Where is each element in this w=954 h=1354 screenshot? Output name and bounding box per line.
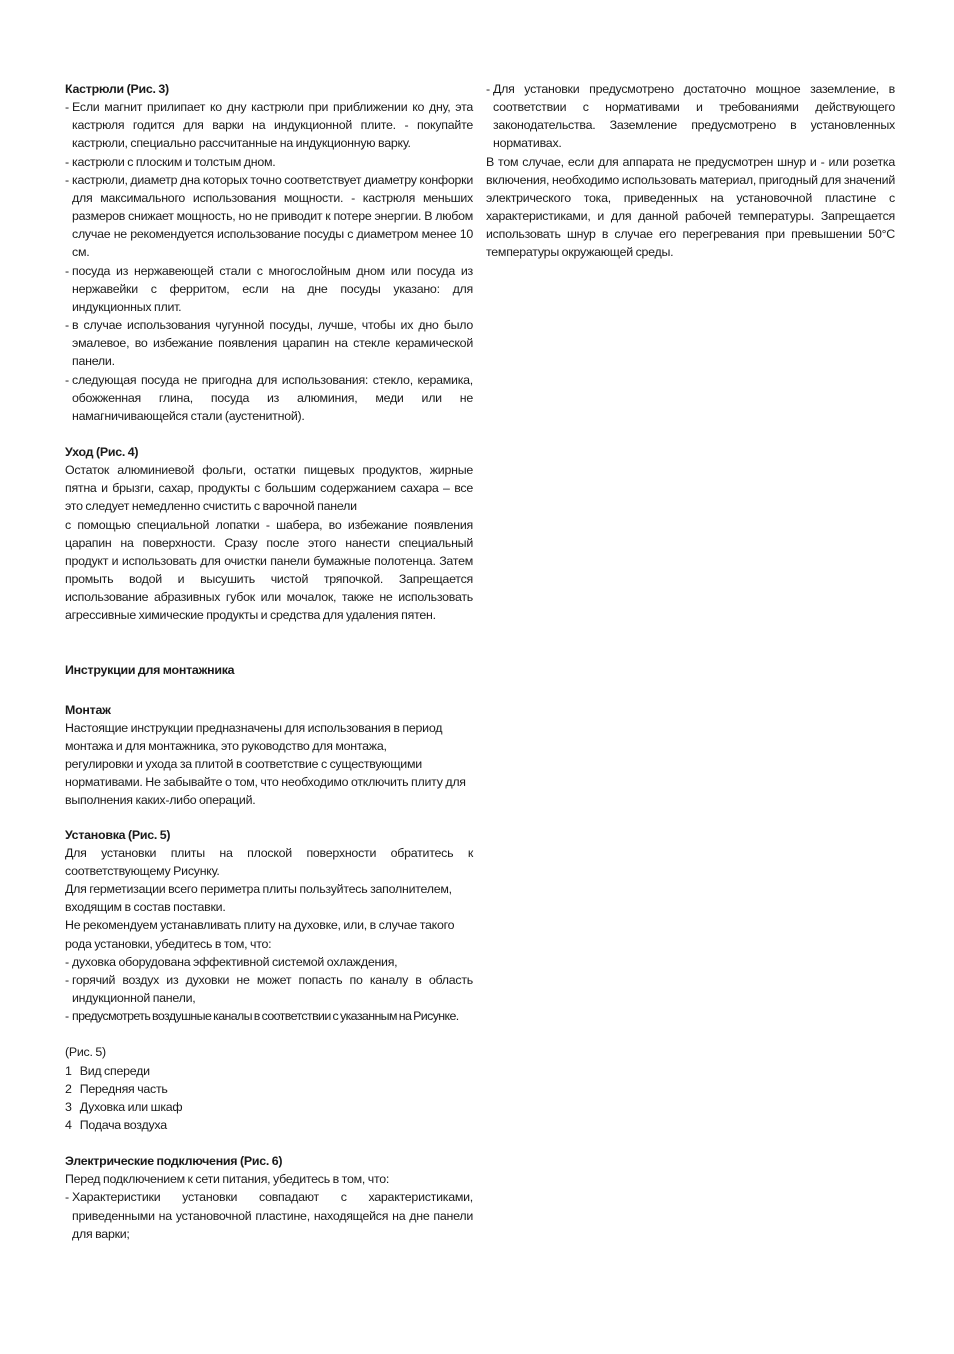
item-label: Подача воздуха — [79, 1117, 167, 1132]
paragraph: Перед подключением к сети питания, убедитесь в том, что: — [65, 1172, 390, 1187]
heading-care: Уход (Рис. 4) — [65, 444, 139, 459]
paragraph: Остаток алюминиевой фольги, остатки пищевых продуктов, жирные пятна и брызги, сахар, продукты с большим содержанием сахара – все это следует немедленно счистить с варочной панели — [65, 463, 473, 514]
heading-mounting: Монтаж — [65, 702, 111, 717]
list-item: - предусмотреть воздушные каналы в соответствии с указанным на Рисунке. — [65, 1007, 473, 1025]
list-item — [65, 1116, 473, 1134]
heading-installer: Инструкции для монтажника — [65, 662, 235, 677]
list-item: - духовка оборудована эффективной системой охлаждения, — [65, 953, 473, 971]
item-number: 1 — [65, 1063, 72, 1078]
heading-electric: Электрические подключения (Рис. 6) — [65, 1154, 283, 1169]
paragraph: Настоящие инструкции предназначены для использования в период монтажа и для монтажника, это руководство для монтажа, — [65, 720, 443, 753]
section-pots — [65, 80, 473, 425]
heading-install: Установка (Рис. 5) — [65, 827, 171, 842]
list-item: - следующая посуда не пригодна для использования: стекло, керамика, обожженная глина, посуда из алюминия, меди или не намагничивающейся стали (аустенитной). — [65, 371, 473, 425]
figure-caption: (Рис. 5) — [65, 1045, 106, 1060]
item-label: Вид спереди — [79, 1063, 150, 1078]
list-item — [65, 1098, 473, 1116]
list-item: - Если магнит прилипает ко дну кастрюли при приближении ко дну, эта кастрюля годится для варки на индукционной плите. - покупайте кастрюли, специально рассчитанные на индукционную варку. — [65, 98, 473, 152]
paragraph: Не рекомендуем устанавливать плиту на духовке, или, в случае такого рода установки, убедитесь в том, что: — [65, 918, 455, 951]
item-label: Духовка или шкаф — [79, 1099, 183, 1114]
item-number: 4 — [65, 1117, 72, 1132]
paragraph: регулировки и ухода за плитой в соответствие с существующими нормативами. Не забывайте о том, что необходимо отключить плиту для выполнения каких-либо операций. — [65, 757, 466, 808]
list-item: - в случае использования чугунной посуды, лучше, чтобы их дно было эмалевое, во избежание появления царапин на стекле керамической панели. — [65, 316, 473, 370]
section-install — [65, 826, 473, 1026]
paragraph: с помощью специальной лопатки - шабера, во избежание появления царапин на поверхности. Сразу после этого нанести специальный продукт и использовать для очистки панели бумажные полотенца. Затем промыть водой и высушить чистой тряпочкой. Запрещается использование абразивных губок или мочалок, также не использовать агрессивные химические продукты и средства для удаления пятен. — [65, 517, 473, 623]
section-electric — [65, 1152, 473, 1243]
section-mounting — [65, 701, 473, 810]
list-item: - Для установки предусмотрено достаточно мощное заземление, в соответствии с нормативами и требованиями действующего законодательства. Заземление предусмотрено в установленных нормативах. — [486, 80, 895, 153]
list-item: - кастрюли, диаметр дна которых точно соответствует диаметру конфорки для максимального использования мощности. - кастрюля меньших размеров снижает мощность, но не приводит к потере энергии. В любом случае не рекомендуется использование посуды с диаметром менее 10 см. — [65, 171, 473, 262]
list-item — [65, 1062, 473, 1080]
section-care — [65, 443, 473, 625]
heading-pots: Кастрюли (Рис. 3) — [65, 82, 169, 96]
section-fig5 — [65, 1043, 473, 1134]
paragraph: Для герметизации всего периметра плиты пользуйтесь заполнителем, входящим в состав поставки. — [65, 882, 452, 915]
list-item: - Характеристики установки совпадают с характеристиками, приведенными на установочной пластине, находящейся на дне панели для варки; — [65, 1188, 473, 1242]
item-number: 3 — [65, 1099, 72, 1114]
list-item: - горячий воздух из духовки не может попасть по каналу в область индукционной панели, — [65, 971, 473, 1007]
left-column — [65, 80, 473, 1243]
item-number: 2 — [65, 1081, 72, 1096]
right-column — [486, 80, 895, 262]
list-item: - кастрюли с плоским и толстым дном. — [65, 153, 473, 171]
paragraph: Для установки плиты на плоской поверхности обратитесь к соответствующему Рисунку. — [65, 845, 473, 878]
section-installer — [65, 661, 473, 679]
list-item — [65, 1080, 473, 1098]
item-label: Передняя часть — [79, 1081, 168, 1096]
list-item: - посуда из нержавеющей стали с многослойным дном или посуда из нержавейки с ферритом, если на дне посуды указано: для индукционных плит. — [65, 262, 473, 316]
paragraph: В том случае, если для аппарата не предусмотрен шнур и - или розетка включения, необходимо использовать материал, пригодный для значений электрического тока, приведенных на установочной пластине с характеристиками, и для данной рабочей температуры. Запрещается использовать шнур в случае его перегревания при превышении 50°С температуры окружающей среды. — [486, 154, 895, 260]
